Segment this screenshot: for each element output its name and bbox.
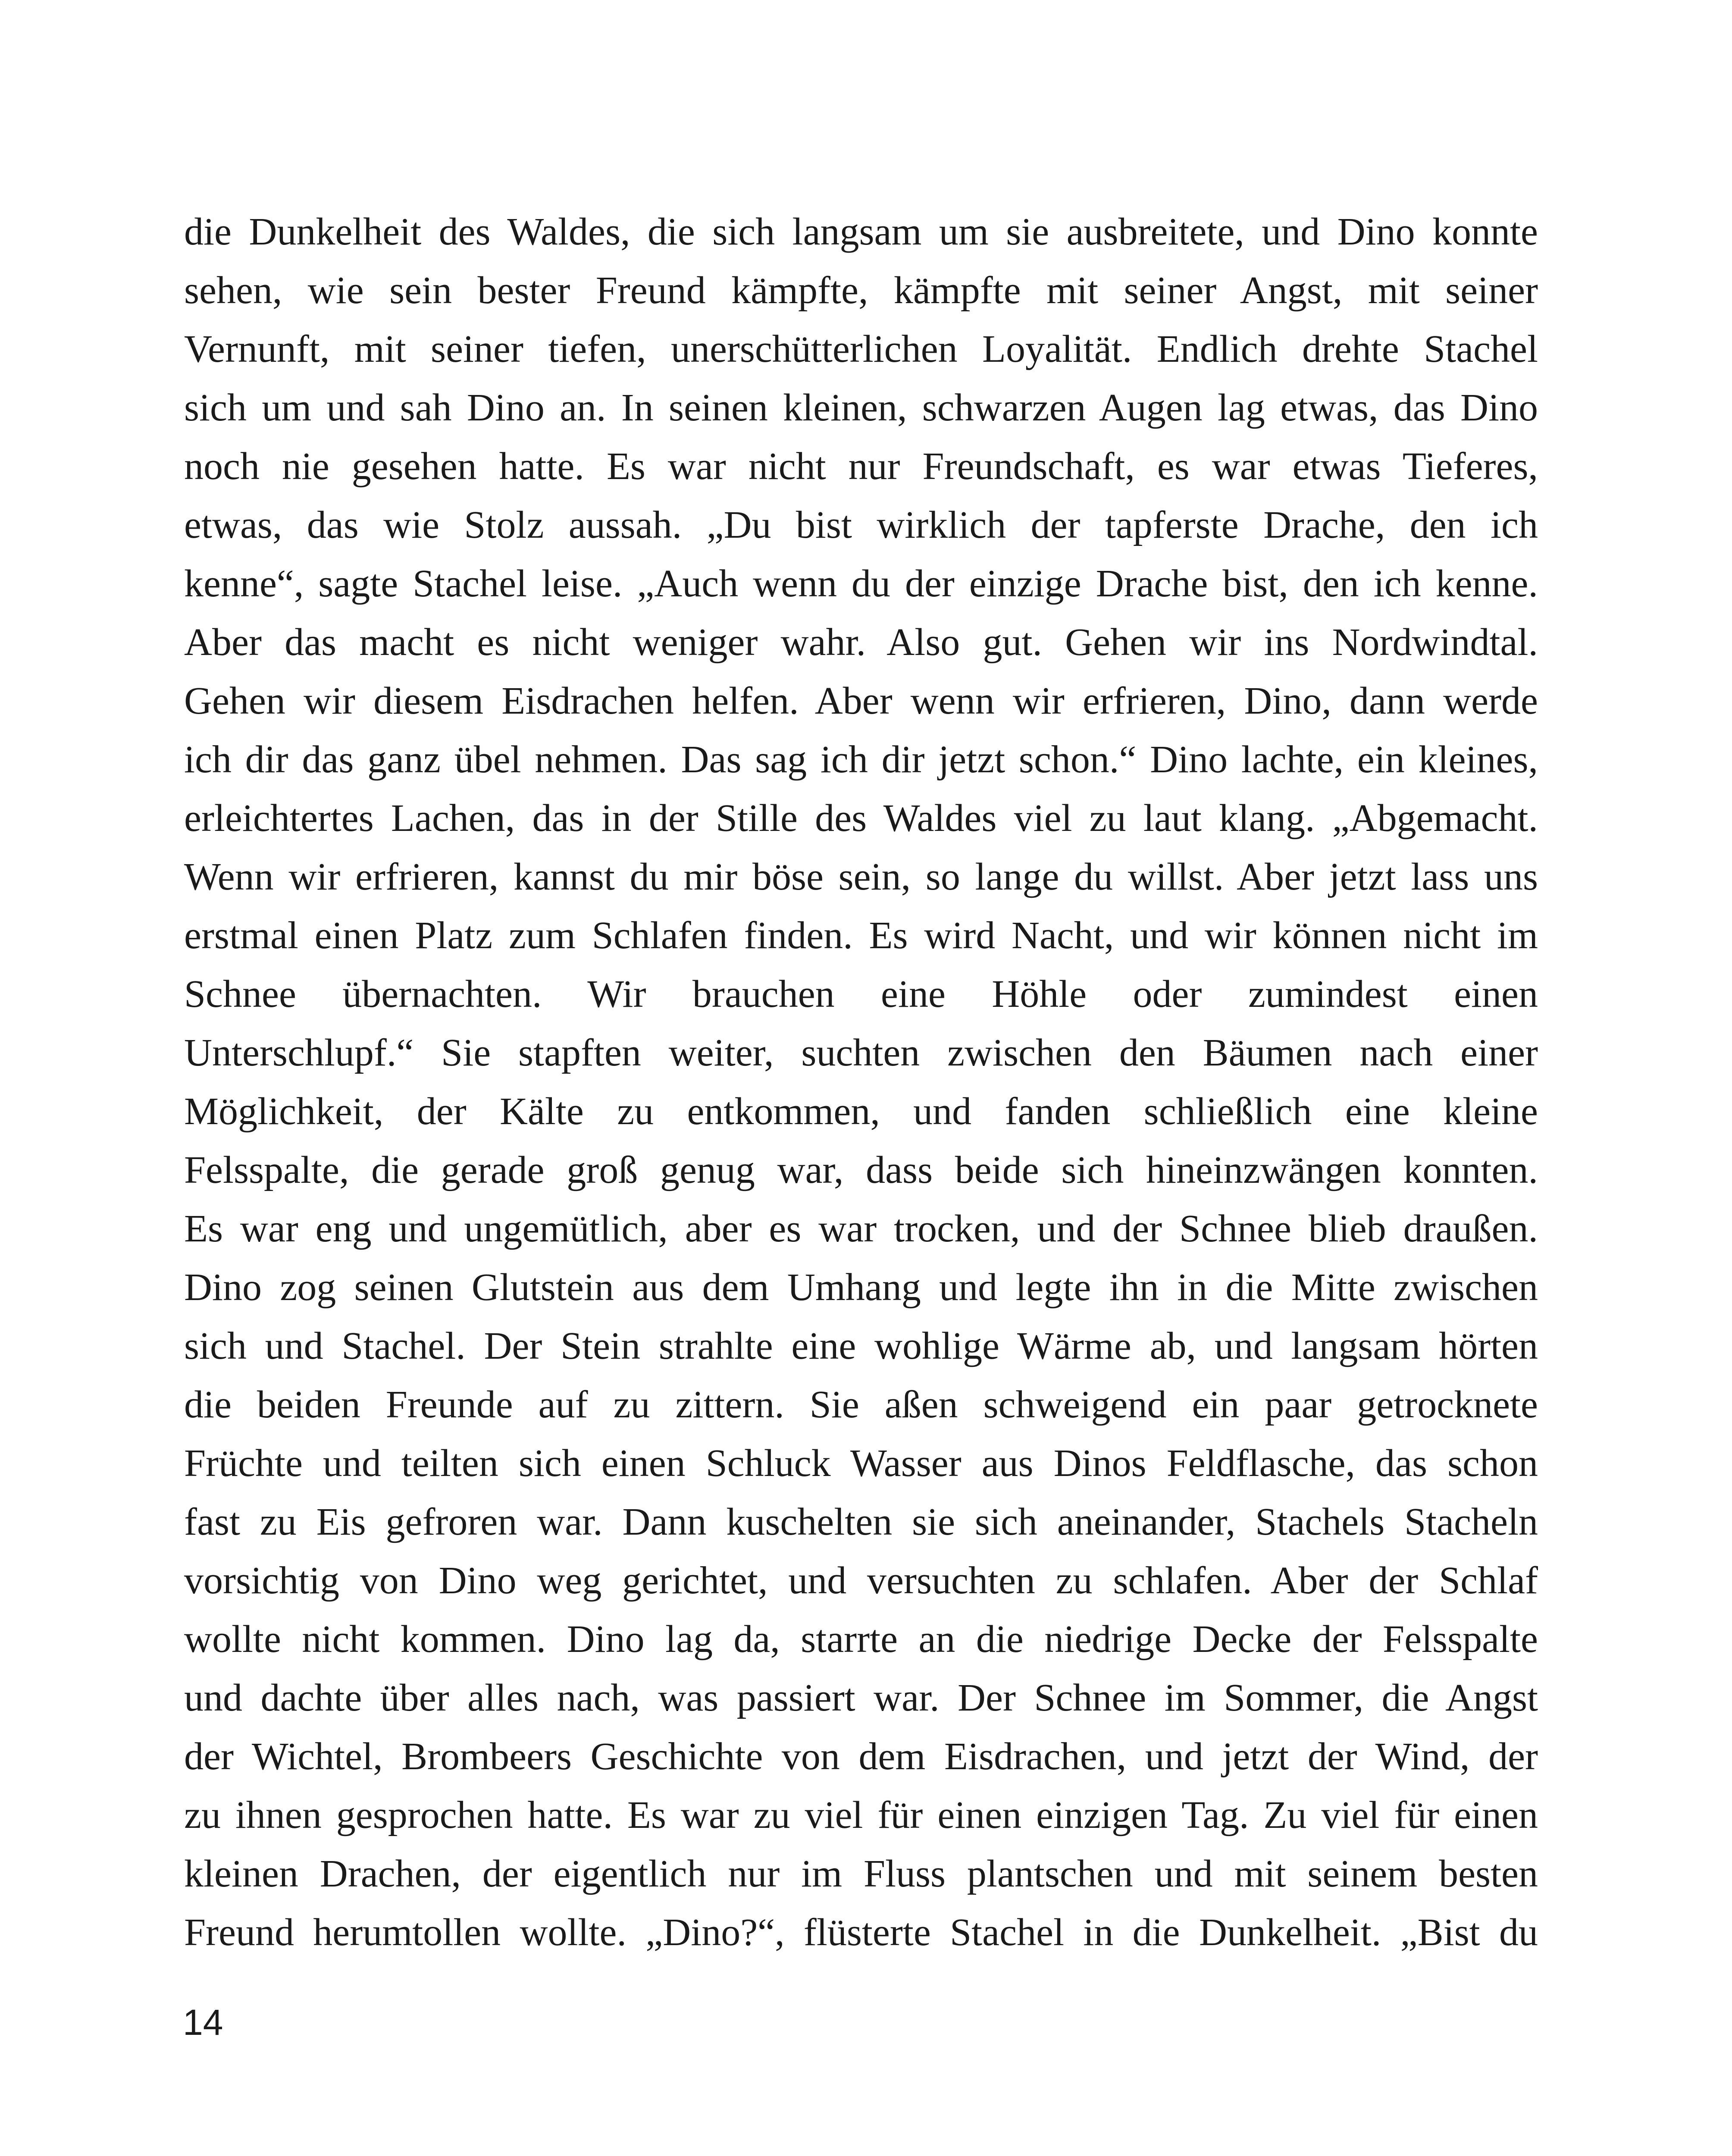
text-line: Freund herumtollen wollte. „Dino?“, flüsterte Stachel in die Dunkelheit. „Bist du [184, 1911, 1538, 1954]
text-line: Dino zog seinen Glutstein aus dem Umhang und legte ihn in die Mitte zwischen [184, 1266, 1538, 1309]
text-line: Felsspalte, die gerade groß genug war, dass beide sich hineinzwängen konnten. [184, 1149, 1538, 1191]
text-line: und dachte über alles nach, was passiert war. Der Schnee im Sommer, die Angst [184, 1677, 1538, 1719]
text-line: vorsichtig von Dino weg gerichtet, und versuchten zu schlafen. Aber der Schlaf [184, 1559, 1538, 1602]
page-number: 14 [183, 2002, 223, 2043]
text-line: erleichtertes Lachen, das in der Stille des Waldes viel zu laut klang. „Abgemacht. [184, 797, 1538, 840]
text-line: der Wichtel, Brombeers Geschichte von dem Eisdrachen, und jetzt der Wind, der [184, 1735, 1538, 1778]
text-line: Vernunft, mit seiner tiefen, unerschütterlichen Loyalität. Endlich drehte Stachel [184, 328, 1538, 370]
text-line: Früchte und teilten sich einen Schluck Wasser aus Dinos Feldflasche, das schon [184, 1442, 1538, 1485]
text-line: Aber das macht es nicht weniger wahr. Also gut. Gehen wir ins Nordwindtal. [184, 621, 1538, 664]
text-line: die Dunkelheit des Waldes, die sich langsam um sie ausbreitete, und Dino konnte [184, 210, 1538, 253]
text-line: sich um und sah Dino an. In seinen kleinen, schwarzen Augen lag etwas, das Dino [184, 386, 1538, 429]
text-line: kleinen Drachen, der eigentlich nur im Fluss plantschen und mit seinem besten [184, 1852, 1538, 1895]
text-line: etwas, das wie Stolz aussah. „Du bist wirklich der tapferste Drache, den ich [184, 504, 1538, 546]
text-line: Unterschlupf.“ Sie stapften weiter, suchten zwischen den Bäumen nach einer [184, 1031, 1538, 1074]
text-line: noch nie gesehen hatte. Es war nicht nur Freundschaft, es war etwas Tieferes, [184, 445, 1538, 488]
text-line: fast zu Eis gefroren war. Dann kuschelten sie sich aneinander, Stachels Stacheln [184, 1501, 1538, 1543]
text-line: ich dir das ganz übel nehmen. Das sag ich dir jetzt schon.“ Dino lachte, ein kleines, [184, 738, 1538, 781]
text-line: Möglichkeit, der Kälte zu entkommen, und fanden schließlich eine kleine [184, 1090, 1538, 1133]
text-line: sich und Stachel. Der Stein strahlte eine wohlige Wärme ab, und langsam hörten [184, 1325, 1538, 1367]
text-line: zu ihnen gesprochen hatte. Es war zu viel für einen einzigen Tag. Zu viel für einen [184, 1794, 1538, 1836]
text-line: erstmal einen Platz zum Schlafen finden. Es wird Nacht, und wir können nicht im [184, 914, 1538, 957]
text-line: Schnee übernachten. Wir brauchen eine Höhle oder zumindest einen [184, 973, 1538, 1015]
body-text [184, 203, 1538, 1962]
text-line: sehen, wie sein bester Freund kämpfte, kämpfte mit seiner Angst, mit seiner [184, 269, 1538, 312]
text-line: Es war eng und ungemütlich, aber es war trocken, und der Schnee blieb draußen. [184, 1207, 1538, 1250]
text-line: Gehen wir diesem Eisdrachen helfen. Aber wenn wir erfrieren, Dino, dann werde [184, 680, 1538, 722]
text-line: kenne“, sagte Stachel leise. „Auch wenn du der einzige Drache bist, den ich kenne. [184, 562, 1538, 605]
text-line: die beiden Freunde auf zu zittern. Sie aßen schweigend ein paar getrocknete [184, 1383, 1538, 1426]
text-line: wollte nicht kommen. Dino lag da, starrte an die niedrige Decke der Felsspalte [184, 1618, 1538, 1661]
text-line: Wenn wir erfrieren, kannst du mir böse sein, so lange du willst. Aber jetzt lass uns [184, 856, 1538, 898]
